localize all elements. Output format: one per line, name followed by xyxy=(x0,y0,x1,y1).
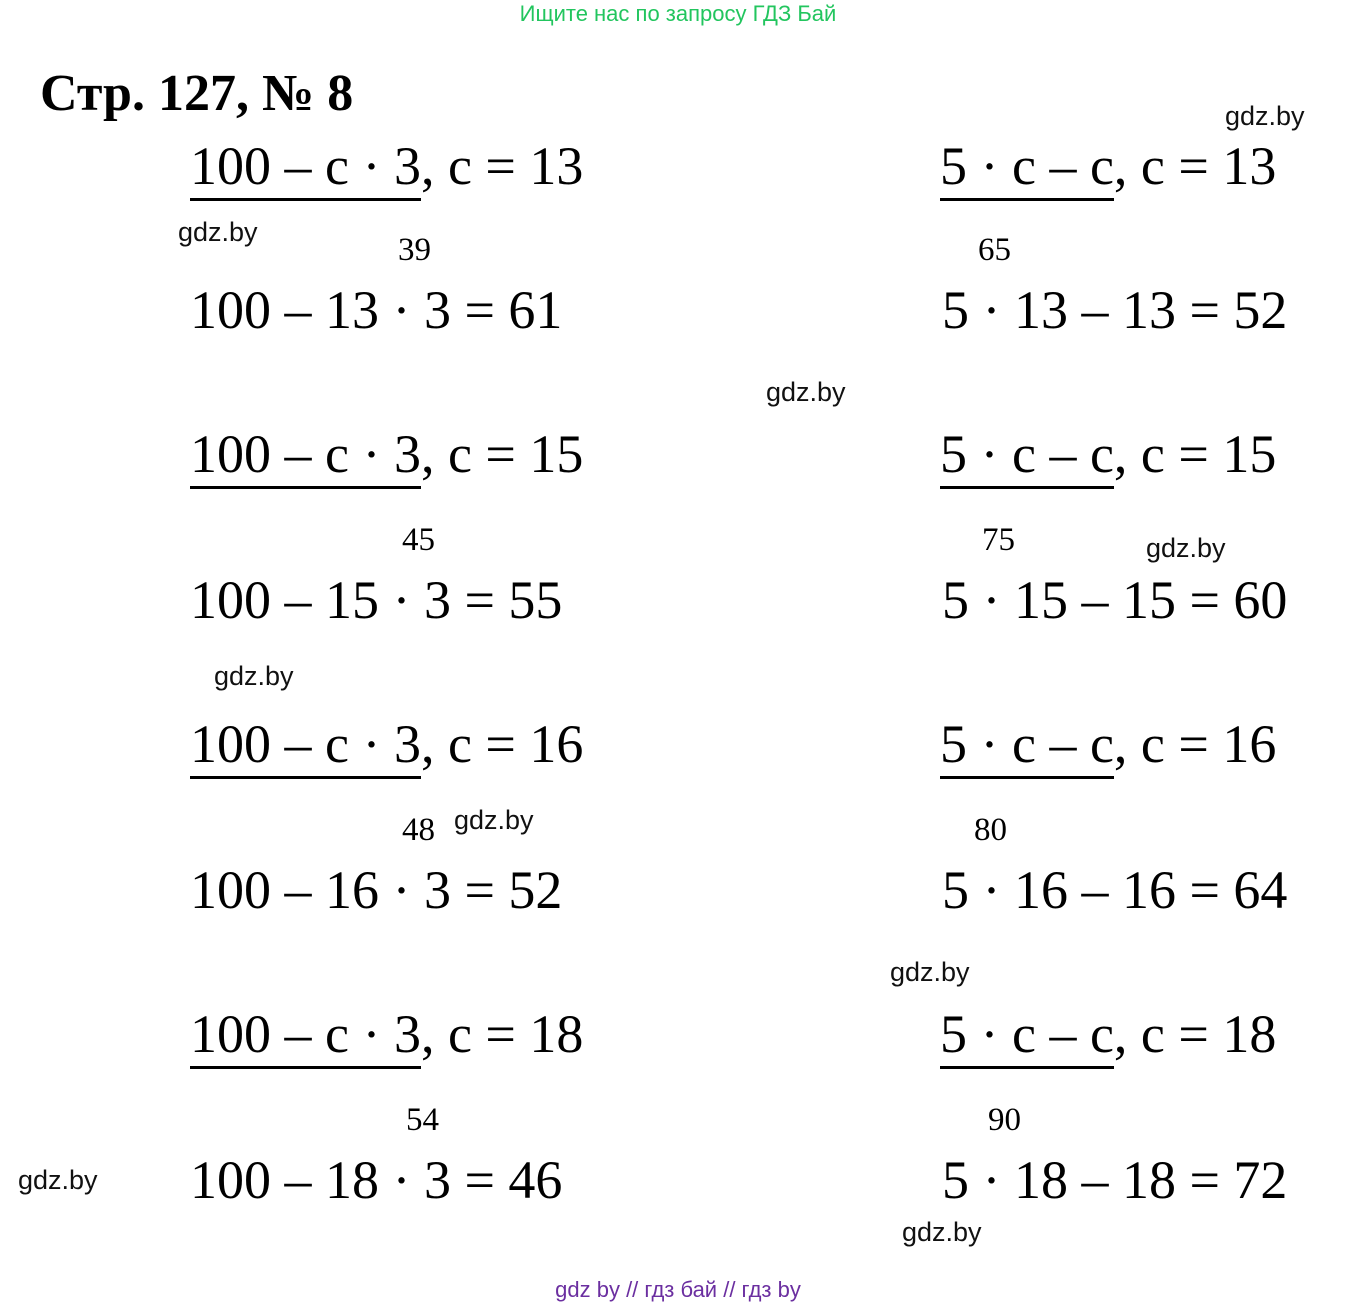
top-banner: Ищите нас по запросу ГДЗ Бай xyxy=(519,1,837,26)
watermark: gdz.by xyxy=(18,1165,98,1195)
expression-underlined: 100 – с · 3 xyxy=(190,136,421,201)
expression-left-2 xyxy=(190,424,583,484)
watermark: gdz.by xyxy=(766,377,846,407)
expression-left-3 xyxy=(190,714,583,774)
expression-right-2 xyxy=(940,424,1276,484)
watermark: gdz.by xyxy=(214,661,294,691)
expression-tail: , с = 15 xyxy=(420,424,584,484)
expression-underlined: 5 · с – с xyxy=(940,714,1114,779)
watermark: gdz.by xyxy=(178,217,258,247)
expression-underlined: 5 · с – с xyxy=(940,136,1114,201)
expression-tail: , с = 13 xyxy=(1113,136,1277,196)
expression-tail: , с = 18 xyxy=(420,1004,584,1064)
partial-product-right-1: 65 xyxy=(978,232,1011,268)
result-right-1: 5 · 13 – 13 = 52 xyxy=(942,280,1288,340)
watermark: gdz.by xyxy=(1225,101,1305,131)
partial-product-left-4: 54 xyxy=(406,1102,439,1138)
expression-left-4 xyxy=(190,1004,583,1064)
result-left-3: 100 – 16 · 3 = 52 xyxy=(190,860,563,920)
partial-product-left-2: 45 xyxy=(402,522,435,558)
expression-underlined: 100 – с · 3 xyxy=(190,1004,421,1069)
expression-right-3 xyxy=(940,714,1276,774)
partial-product-left-1: 39 xyxy=(398,232,431,268)
expression-left-1 xyxy=(190,136,583,196)
expression-tail: , с = 13 xyxy=(420,136,584,196)
watermark: gdz.by xyxy=(890,957,970,987)
partial-product-right-4: 90 xyxy=(988,1102,1021,1138)
page-title: Стр. 127, № 8 xyxy=(40,65,354,122)
footer-links: gdz by // гдз бай // гдз by xyxy=(555,1277,801,1302)
result-right-2: 5 · 15 – 15 = 60 xyxy=(942,570,1288,630)
partial-product-right-3: 80 xyxy=(974,812,1007,848)
watermark: gdz.by xyxy=(1146,533,1226,563)
expression-tail: , с = 16 xyxy=(1113,714,1277,774)
expression-underlined: 100 – с · 3 xyxy=(190,424,421,489)
watermark: gdz.by xyxy=(902,1217,982,1247)
expression-tail: , с = 16 xyxy=(420,714,584,774)
result-left-1: 100 – 13 · 3 = 61 xyxy=(190,280,563,340)
expression-underlined: 5 · с – с xyxy=(940,1004,1114,1069)
expression-right-4 xyxy=(940,1004,1276,1064)
expression-right-1 xyxy=(940,136,1276,196)
expression-underlined: 5 · с – с xyxy=(940,424,1114,489)
result-left-2: 100 – 15 · 3 = 55 xyxy=(190,570,563,630)
partial-product-left-3: 48 xyxy=(402,812,435,848)
result-right-3: 5 · 16 – 16 = 64 xyxy=(942,860,1288,920)
expression-underlined: 100 – с · 3 xyxy=(190,714,421,779)
partial-product-right-2: 75 xyxy=(982,522,1015,558)
result-right-4: 5 · 18 – 18 = 72 xyxy=(942,1150,1288,1210)
watermark: gdz.by xyxy=(454,805,534,835)
expression-tail: , с = 18 xyxy=(1113,1004,1277,1064)
expression-tail: , с = 15 xyxy=(1113,424,1277,484)
result-left-4: 100 – 18 · 3 = 46 xyxy=(190,1150,563,1210)
